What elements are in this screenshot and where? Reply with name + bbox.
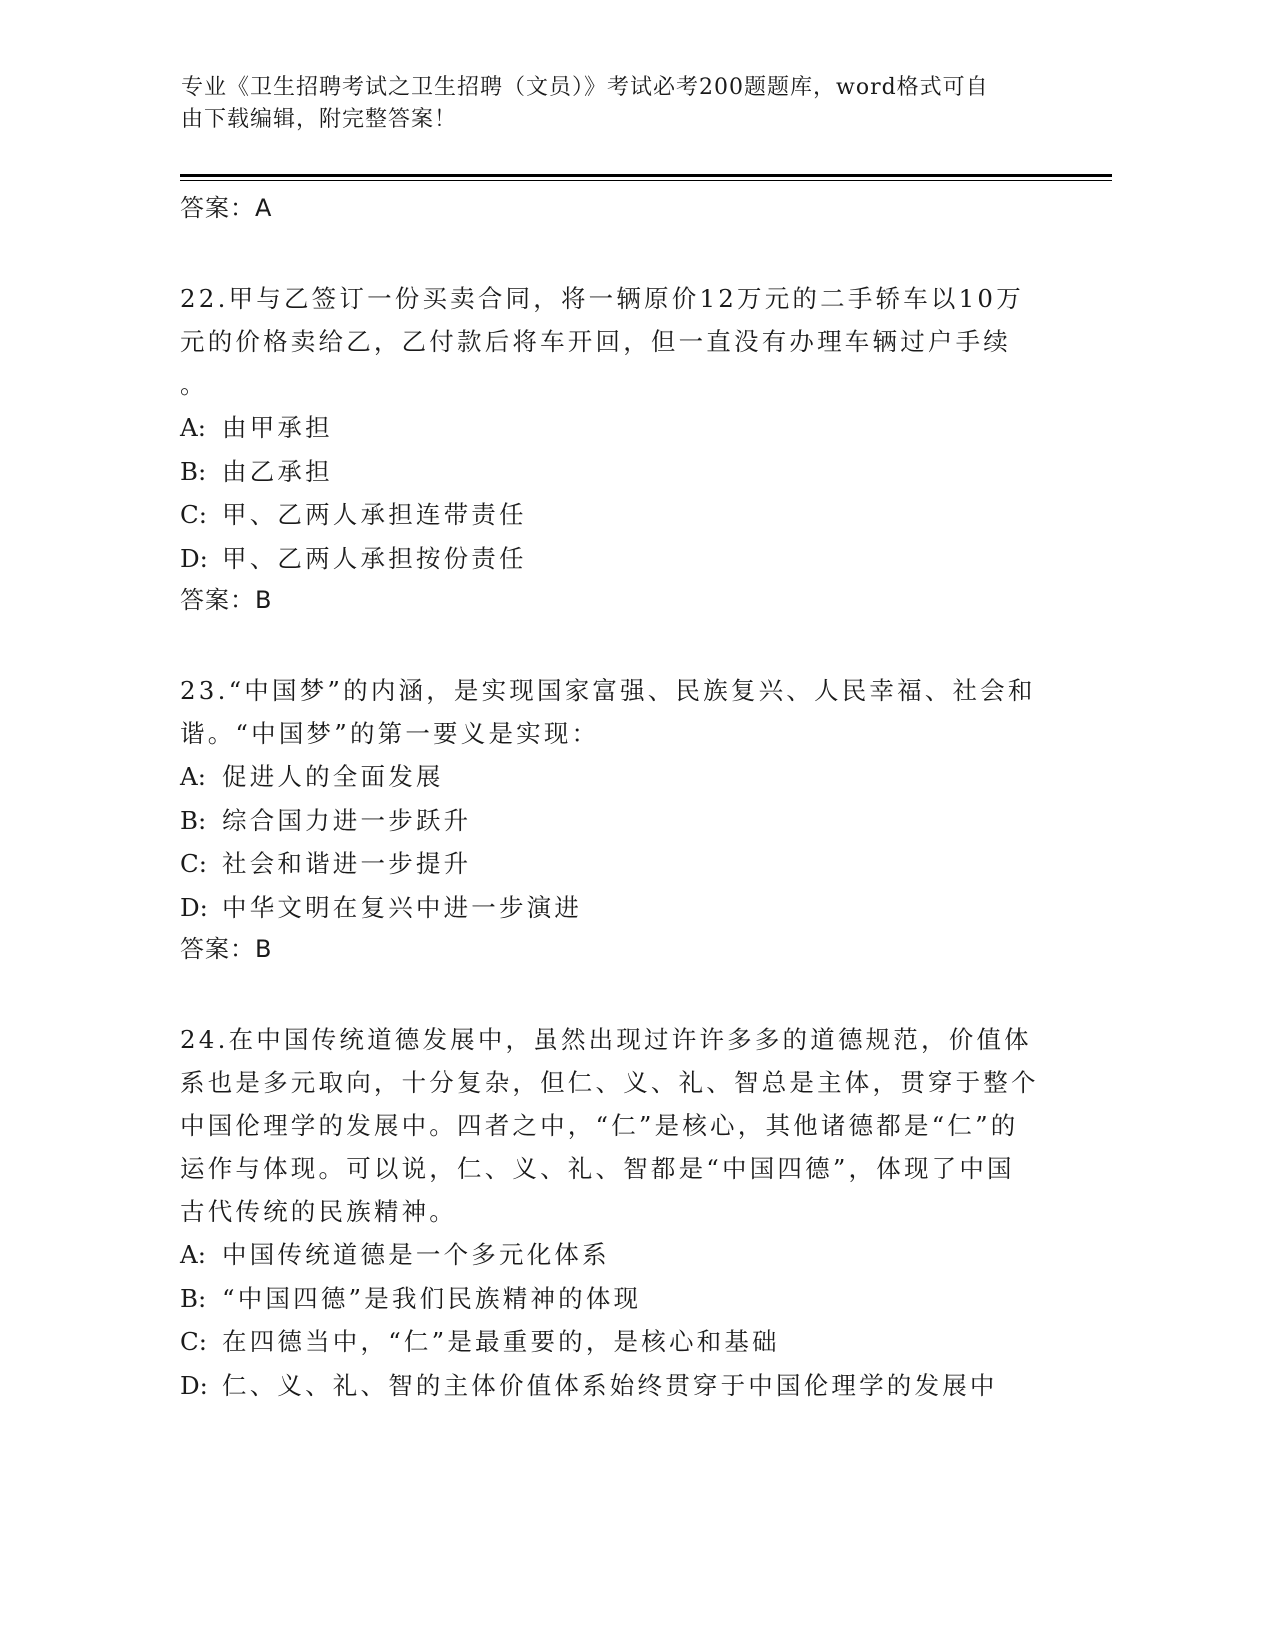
question-22-option-a: A: 由甲承担 <box>180 413 333 442</box>
header-rule-thin <box>180 180 1112 181</box>
question-24-option-a: A: 中国传统道德是一个多元化体系 <box>180 1240 610 1269</box>
question-22-option-d: D: 甲、乙两人承担按份责任 <box>180 543 527 573</box>
page-header <box>181 72 1041 136</box>
question-23-option-c: C: 社会和谐进一步提升 <box>180 849 472 878</box>
question-23-option-d: D: 中华文明在复兴中进一步演进 <box>180 892 583 922</box>
question-22 <box>180 277 1080 624</box>
question-content <box>180 188 1080 1407</box>
question-22-option-b: B: 由乙承担 <box>180 456 333 486</box>
question-24-option-b: B: “中国四德”是我们民族精神的体现 <box>180 1283 642 1313</box>
answer-previous: 答案：A <box>180 194 273 222</box>
question-23-answer: 答案：B <box>180 935 273 963</box>
question-22-option-c: C: 甲、乙两人承担连带责任 <box>180 500 527 529</box>
question-24-text: 24.在中国传统道德发展中，虽然出现过许许多多的道德规范，价值体系也是多元取向，十分复杂，但仁、义、礼、智总是主体，贯穿于整个中国伦理学的发展中。四者之中，“仁”是核心，其他诸德都是“仁”的运作与体现。可以说，仁、义、礼、智都是“中国四德”，体现了中国古代传统的民族精神。 <box>180 1025 1039 1226</box>
header-line-2: 由下载编辑，附完整答案！ <box>181 107 458 132</box>
header-rule-thick <box>180 174 1112 177</box>
question-24 <box>180 1018 1080 1407</box>
question-22-text: 22.甲与乙签订一份买卖合同，将一辆原价12万元的二手轿车以10万元的价格卖给乙，乙付款后将车开回，但一直没有办理车辆过户手续 <box>180 284 1024 356</box>
question-23-option-a: A: 促进人的全面发展 <box>180 762 444 791</box>
question-24-option-d: D: 仁、义、礼、智的主体价值体系始终贯穿于中国伦理学的发展中 <box>180 1370 998 1400</box>
header-line-1: 专业《卫生招聘考试之卫生招聘（文员）》考试必考200题题库，word格式可自 <box>181 75 989 100</box>
question-22-answer: 答案：B <box>180 586 273 614</box>
question-23-text: 23.“中国梦”的内涵，是实现国家富强、民族复兴、人民幸福、社会和谐。“中国梦”的第一要义是实现： <box>180 676 1036 748</box>
question-23-option-b: B: 综合国力进一步跃升 <box>180 805 472 835</box>
question-24-option-c: C: 在四德当中，“仁”是最重要的，是核心和基础 <box>180 1327 780 1356</box>
question-23 <box>180 669 1080 973</box>
question-22-tail: 。 <box>180 370 208 399</box>
